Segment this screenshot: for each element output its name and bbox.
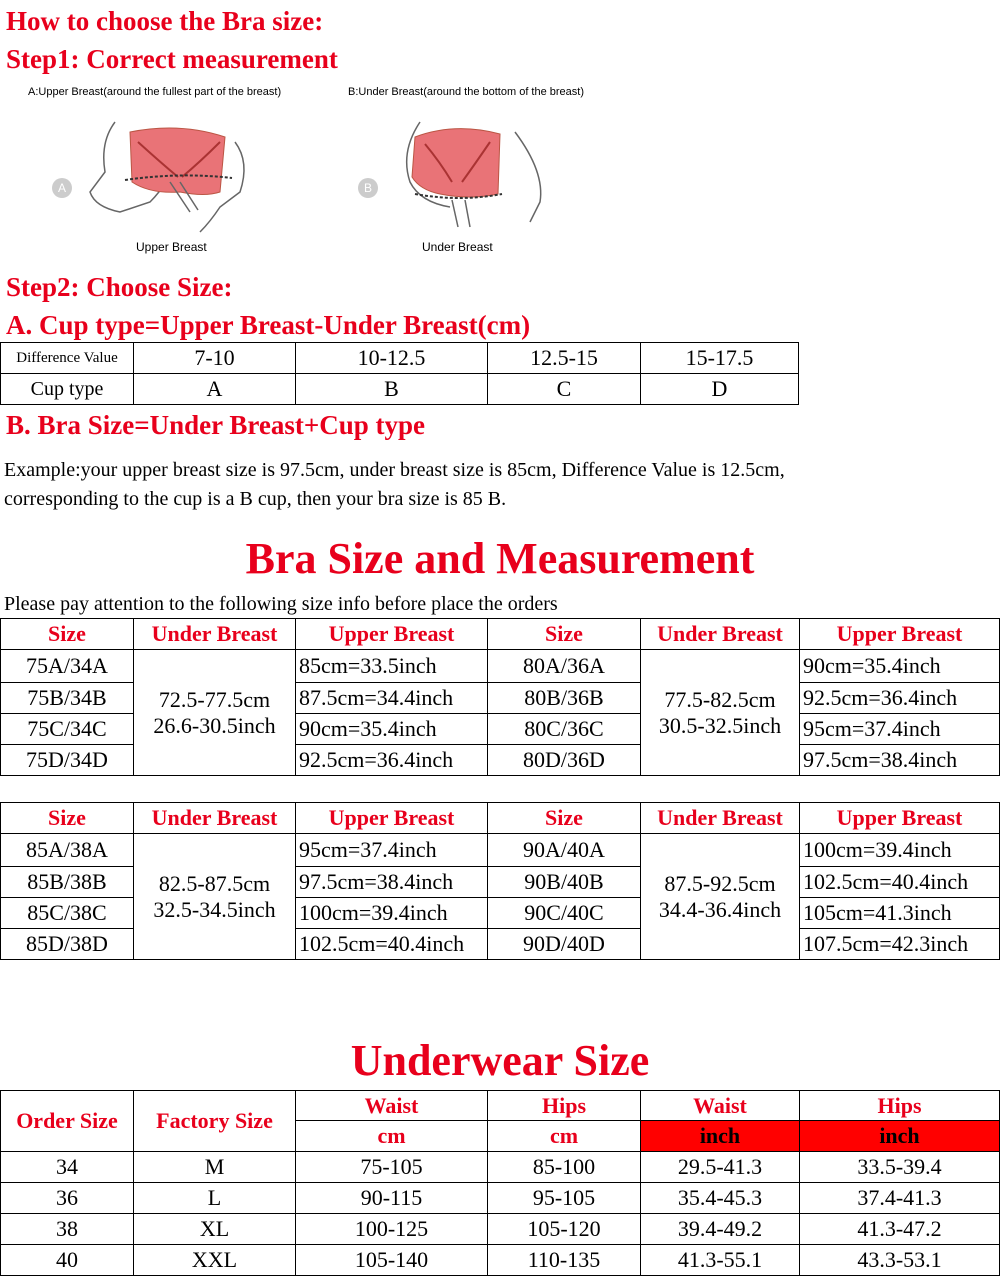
hips-inch-cell: 37.4-41.3 xyxy=(800,1183,1000,1214)
figure-under-breast xyxy=(340,82,640,262)
header-size: Size xyxy=(1,803,134,834)
hips-cm-cell: 105-120 xyxy=(488,1214,641,1245)
waist-cm-cell: 75-105 xyxy=(296,1152,488,1183)
underwear-size-title: Underwear Size xyxy=(350,1036,650,1085)
under-range-cm: 72.5-77.5cm xyxy=(158,686,271,712)
upper-cell: 107.5cm=42.3inch xyxy=(800,929,1000,960)
header-upper-breast: Upper Breast xyxy=(296,619,488,650)
order-size-cell: 38 xyxy=(1,1214,134,1245)
upper-cell: 97.5cm=38.4inch xyxy=(800,745,1000,776)
table-row xyxy=(1,374,799,405)
hips-inch-cell: 43.3-53.1 xyxy=(800,1245,1000,1276)
header-under-breast: Under Breast xyxy=(641,619,800,650)
header-hips-cm: Hips xyxy=(488,1091,641,1121)
table-row xyxy=(1,1091,1000,1121)
order-size-cell: 34 xyxy=(1,1152,134,1183)
cup-type-heading: A. Cup type=Upper Breast-Under Breast(cm) xyxy=(6,310,531,340)
cup-type-label: Cup type xyxy=(1,374,134,405)
upper-cell: 95cm=37.4inch xyxy=(296,834,488,867)
header-upper-breast: Upper Breast xyxy=(800,803,1000,834)
hips-cm-cell: 85-100 xyxy=(488,1152,641,1183)
figure-a-caption: A:Upper Breast(around the fullest part of the breast) xyxy=(28,86,282,98)
table-row xyxy=(1,834,1000,867)
header-factory-size: Factory Size xyxy=(134,1091,296,1152)
size-cell: 90B/40B xyxy=(488,867,641,898)
bra-measurement-title: Bra Size and Measurement xyxy=(245,534,755,583)
upper-cell: 95cm=37.4inch xyxy=(800,714,1000,745)
upper-cell: 97.5cm=38.4inch xyxy=(296,867,488,898)
factory-size-cell: XL xyxy=(134,1214,296,1245)
upper-cell: 90cm=35.4inch xyxy=(296,714,488,745)
hips-cm-cell: 110-135 xyxy=(488,1245,641,1276)
header-upper-breast: Upper Breast xyxy=(296,803,488,834)
table-cell: A xyxy=(134,374,296,405)
upper-cell: 85cm=33.5inch xyxy=(296,650,488,683)
hips-inch-cell: 33.5-39.4 xyxy=(800,1152,1000,1183)
table-cell: D xyxy=(641,374,799,405)
under-range-inch: 32.5-34.5inch xyxy=(153,896,276,922)
order-size-cell: 36 xyxy=(1,1183,134,1214)
size-cell: 75B/34B xyxy=(1,683,134,714)
header-waist-inch: Waist xyxy=(641,1091,800,1121)
upper-cell: 102.5cm=40.4inch xyxy=(800,867,1000,898)
factory-size-cell: L xyxy=(134,1183,296,1214)
under-breast-range xyxy=(641,834,800,960)
upper-cell: 100cm=39.4inch xyxy=(800,834,1000,867)
size-cell: 90D/40D xyxy=(488,929,641,960)
table-row xyxy=(1,803,1000,834)
unit-cm: cm xyxy=(488,1121,641,1152)
table-row xyxy=(1,1245,1000,1276)
waist-cm-cell: 100-125 xyxy=(296,1214,488,1245)
bra-size-table-1 xyxy=(0,618,1000,776)
upper-cell: 92.5cm=36.4inch xyxy=(800,683,1000,714)
header-waist-cm: Waist xyxy=(296,1091,488,1121)
under-breast-range xyxy=(134,834,296,960)
upper-cell: 92.5cm=36.4inch xyxy=(296,745,488,776)
size-cell: 80D/36D xyxy=(488,745,641,776)
size-cell: 85C/38C xyxy=(1,898,134,929)
size-cell: 85D/38D xyxy=(1,929,134,960)
step2-heading: Step2: Choose Size: xyxy=(6,272,233,302)
size-cell: 75A/34A xyxy=(1,650,134,683)
size-cell: 75C/34C xyxy=(1,714,134,745)
unit-cm: cm xyxy=(296,1121,488,1152)
size-cell: 90A/40A xyxy=(488,834,641,867)
size-cell: 75D/34D xyxy=(1,745,134,776)
page-title: How to choose the Bra size: xyxy=(6,6,324,36)
unit-inch: inch xyxy=(800,1121,1000,1152)
header-upper-breast: Upper Breast xyxy=(800,619,1000,650)
bra-size-table-2 xyxy=(0,802,1000,960)
under-range-inch: 30.5-32.5inch xyxy=(658,712,782,738)
figure-b-caption: B:Under Breast(around the bottom of the breast) xyxy=(348,86,585,98)
waist-inch-cell: 41.3-55.1 xyxy=(641,1245,800,1276)
waist-inch-cell: 39.4-49.2 xyxy=(641,1214,800,1245)
example-line-2: corresponding to the cup is a B cup, then your bra size is 85 B. xyxy=(4,488,507,510)
figure-a-label: Upper Breast xyxy=(136,240,207,254)
table-row xyxy=(1,650,1000,683)
unit-inch: inch xyxy=(641,1121,800,1152)
table-cell: 15-17.5 xyxy=(641,343,799,374)
waist-cm-cell: 90-115 xyxy=(296,1183,488,1214)
size-cell: 80B/36B xyxy=(488,683,641,714)
step1-heading: Step1: Correct measurement xyxy=(6,44,338,74)
order-size-cell: 40 xyxy=(1,1245,134,1276)
upper-cell: 90cm=35.4inch xyxy=(800,650,1000,683)
upper-breast-illustration xyxy=(20,82,320,262)
header-size: Size xyxy=(1,619,134,650)
underwear-size-table xyxy=(0,1090,1000,1276)
example-line-1: Example:your upper breast size is 97.5cm, under breast size is 85cm, Difference Value is 12.5cm, xyxy=(4,459,785,481)
marker-a-icon: A xyxy=(52,178,72,198)
table-cell: 12.5-15 xyxy=(488,343,641,374)
figure-b-label: Under Breast xyxy=(422,240,493,254)
under-range-cm: 87.5-92.5cm xyxy=(664,870,776,896)
waist-inch-cell: 29.5-41.3 xyxy=(641,1152,800,1183)
under-range-cm: 82.5-87.5cm xyxy=(158,870,271,896)
table-cell: B xyxy=(296,374,488,405)
header-under-breast: Under Breast xyxy=(134,803,296,834)
upper-cell: 105cm=41.3inch xyxy=(800,898,1000,929)
under-range-cm: 77.5-82.5cm xyxy=(664,686,776,712)
header-hips-inch: Hips xyxy=(800,1091,1000,1121)
size-cell: 85A/38A xyxy=(1,834,134,867)
under-range-inch: 26.6-30.5inch xyxy=(153,712,276,738)
under-breast-range xyxy=(134,650,296,776)
table-row xyxy=(1,619,1000,650)
under-range-inch: 34.4-36.4inch xyxy=(658,896,782,922)
header-under-breast: Under Breast xyxy=(134,619,296,650)
table-row xyxy=(1,1183,1000,1214)
under-breast-illustration xyxy=(340,82,640,262)
size-cell: 80C/36C xyxy=(488,714,641,745)
factory-size-cell: M xyxy=(134,1152,296,1183)
upper-cell: 102.5cm=40.4inch xyxy=(296,929,488,960)
marker-b-icon: B xyxy=(358,178,378,198)
difference-value-label: Difference Value xyxy=(1,343,134,374)
hips-inch-cell: 41.3-47.2 xyxy=(800,1214,1000,1245)
waist-cm-cell: 105-140 xyxy=(296,1245,488,1276)
table-row xyxy=(1,343,799,374)
header-size: Size xyxy=(488,619,641,650)
table-row xyxy=(1,1214,1000,1245)
bra-size-heading: B. Bra Size=Under Breast+Cup type xyxy=(6,410,426,440)
hips-cm-cell: 95-105 xyxy=(488,1183,641,1214)
header-under-breast: Under Breast xyxy=(641,803,800,834)
table-cell: C xyxy=(488,374,641,405)
under-breast-range xyxy=(641,650,800,776)
table-cell: 7-10 xyxy=(134,343,296,374)
upper-cell: 87.5cm=34.4inch xyxy=(296,683,488,714)
table-row xyxy=(1,1152,1000,1183)
header-order-size: Order Size xyxy=(1,1091,134,1152)
size-cell: 80A/36A xyxy=(488,650,641,683)
cup-type-table xyxy=(0,342,799,405)
figure-upper-breast xyxy=(20,82,320,262)
factory-size-cell: XXL xyxy=(134,1245,296,1276)
size-cell: 90C/40C xyxy=(488,898,641,929)
notice-text: Please pay attention to the following size info before place the orders xyxy=(4,593,558,615)
header-size: Size xyxy=(488,803,641,834)
upper-cell: 100cm=39.4inch xyxy=(296,898,488,929)
size-cell: 85B/38B xyxy=(1,867,134,898)
waist-inch-cell: 35.4-45.3 xyxy=(641,1183,800,1214)
table-cell: 10-12.5 xyxy=(296,343,488,374)
